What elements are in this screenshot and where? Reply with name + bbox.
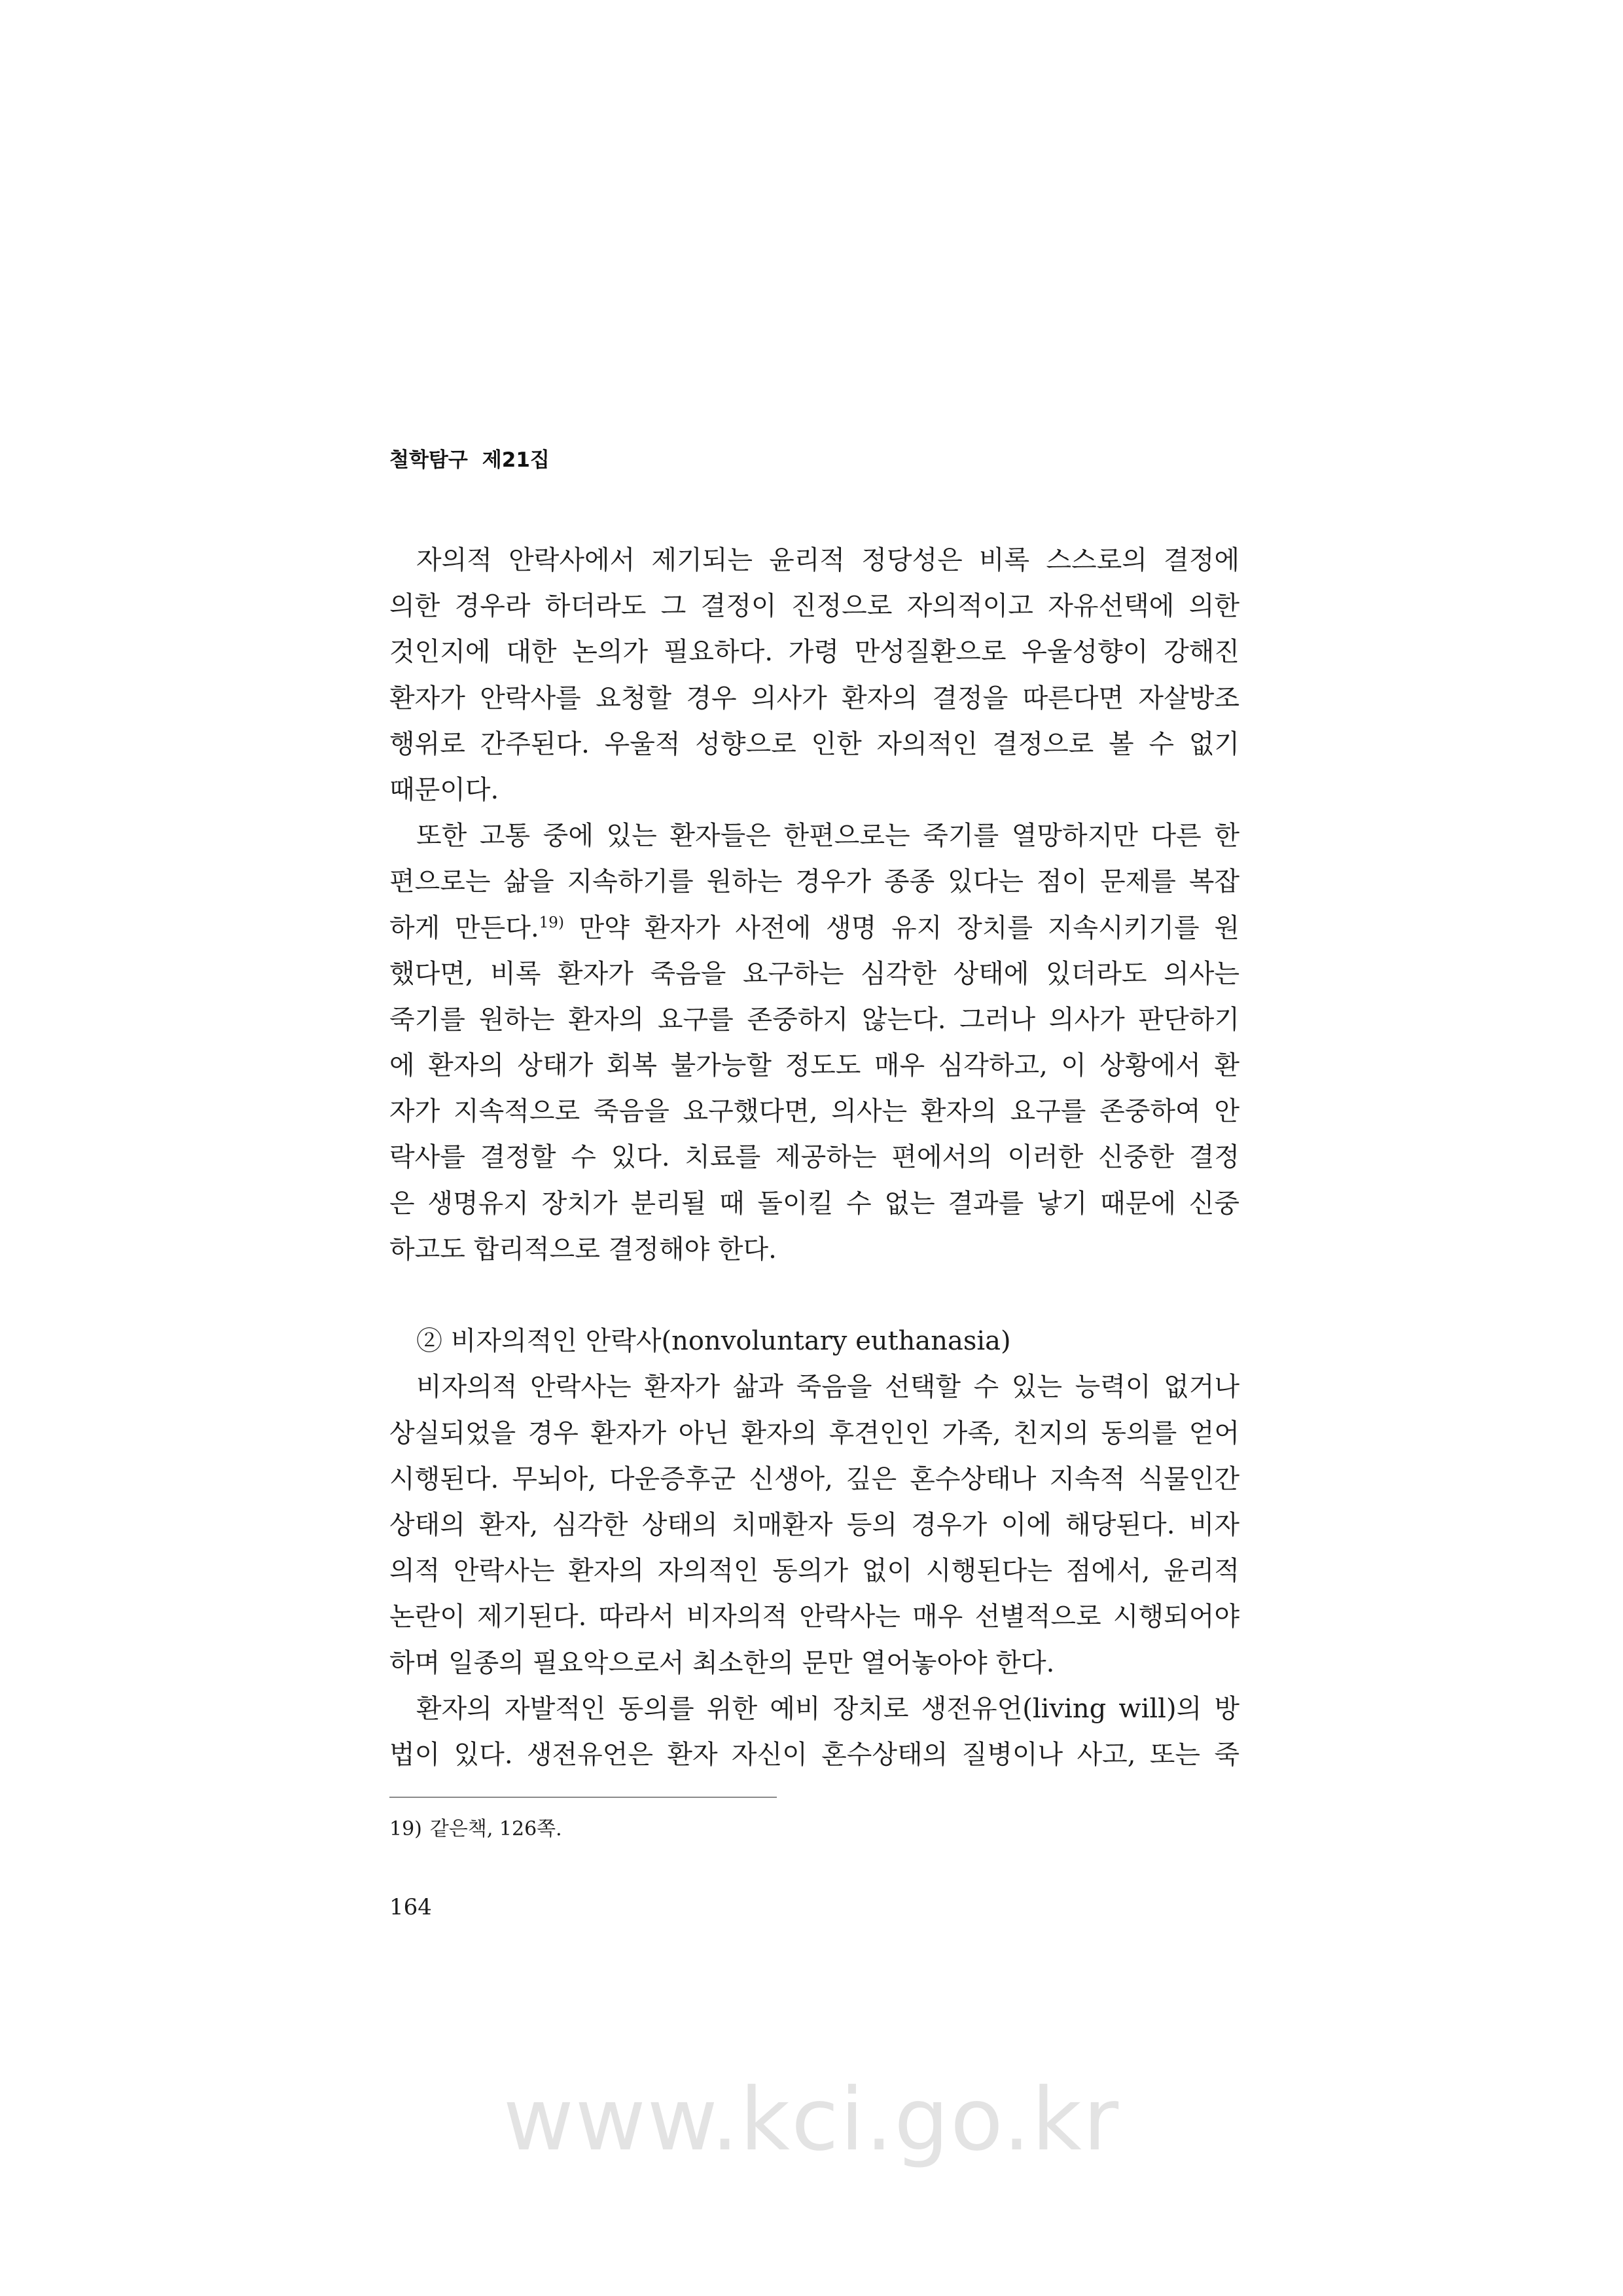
- line-text: 상실되었을 경우 환자가 아닌 환자의 후견인인 가족, 친지의 동의를 얻어: [389, 1418, 1240, 1448]
- paragraph-line: [416, 1686, 1240, 1732]
- paragraph-line: [416, 537, 1240, 583]
- paragraph: [389, 1364, 1240, 1685]
- paragraph-line: [389, 997, 1240, 1043]
- paragraph-line: [389, 1227, 1240, 1272]
- paragraph-line: [389, 767, 1240, 813]
- line-text: 행위로 간주된다. 우울적 성향으로 인한 자의적인 결정으로 볼 수 없기: [389, 728, 1240, 759]
- line-text: 하고도 합리적으로 결정해야 한다.: [389, 1234, 777, 1265]
- paragraph-line: [389, 1502, 1240, 1548]
- footnote-divider: [389, 1797, 777, 1798]
- line-text: 시행된다. 무뇌아, 다운증후군 신생아, 깊은 혼수상태나 지속적 식물인간: [389, 1463, 1240, 1494]
- paragraph-line: [389, 1043, 1240, 1088]
- page-number: 164: [389, 1894, 432, 1920]
- watermark: www.kci.go.kr: [503, 2070, 1120, 2170]
- paragraph-line: [389, 583, 1240, 629]
- paragraph-line: [389, 859, 1240, 905]
- line-text: 상태의 환자, 심각한 상태의 치매환자 등의 경우가 이에 해당된다. 비자: [389, 1509, 1240, 1540]
- journal-title: 철학탐구: [389, 448, 468, 472]
- paragraph-line: [389, 1134, 1240, 1180]
- paragraph-spacer: [389, 1272, 1240, 1318]
- line-text: 죽기를 원하는 환자의 요구를 존중하지 않는다. 그러나 의사가 판단하기: [389, 1004, 1240, 1035]
- footnote-reference: 19): [539, 914, 564, 931]
- body-text: [389, 537, 1240, 1778]
- line-text: 환자가 안락사를 요청할 경우 의사가 환자의 결정을 따른다면 자살방조: [389, 683, 1240, 713]
- line-text: 환자의 자발적인 동의를 위한 예비 장치로 생전유언(living will)의 방: [416, 1693, 1240, 1724]
- line-text-after-ref: 만약 환자가 사전에 생명 유지 장치를 지속시키기를 원: [563, 912, 1240, 943]
- line-text: 비자의적 안락사는 환자가 삶과 죽음을 선택할 수 있는 능력이 없거나: [416, 1372, 1240, 1403]
- paragraph-line: [389, 1456, 1240, 1502]
- paragraph-line: [389, 1594, 1240, 1640]
- paragraph: [389, 537, 1240, 813]
- volume-number: 제21집: [482, 448, 550, 472]
- footnote: [389, 1816, 562, 1842]
- paragraph-line: [416, 1364, 1240, 1410]
- paragraph-line: [389, 951, 1240, 997]
- paragraph-line: [389, 1640, 1240, 1686]
- paragraph-line: [389, 1088, 1240, 1134]
- line-text: 했다면, 비록 환자가 죽음을 요구하는 심각한 상태에 있더라도 의사는: [389, 958, 1240, 989]
- line-text: 또한 고통 중에 있는 환자들은 한편으로는 죽기를 열망하지만 다른 한: [416, 821, 1240, 852]
- line-text: 의한 경우라 하더라도 그 결정이 진정으로 자의적이고 자유선택에 의한: [389, 591, 1240, 622]
- line-text: 락사를 결정할 수 있다. 치료를 제공하는 편에서의 이러한 신중한 결정: [389, 1142, 1240, 1173]
- line-text: 에 환자의 상태가 회복 불가능할 정도도 매우 심각하고, 이 상황에서 환: [389, 1050, 1240, 1081]
- section: [389, 1318, 1240, 1778]
- paragraph: [389, 813, 1240, 1272]
- line-text: 논란이 제기된다. 따라서 비자의적 안락사는 매우 선별적으로 시행되어야: [389, 1602, 1240, 1632]
- paragraph-line: [389, 905, 1240, 951]
- paragraph-line: [389, 1181, 1240, 1227]
- line-text-before-ref: 하게 만든다.: [389, 912, 539, 943]
- line-text: 자가 지속적으로 죽음을 요구했다면, 의사는 환자의 요구를 존중하여 안: [389, 1096, 1240, 1127]
- line-text: 하며 일종의 필요악으로서 최소한의 문만 열어놓아야 한다.: [389, 1647, 1055, 1678]
- paragraph: [389, 1686, 1240, 1778]
- line-text: 때문이다.: [389, 774, 499, 805]
- footnote-label: 19): [389, 1818, 422, 1840]
- line-text: 법이 있다. 생전유언은 환자 자신이 혼수상태의 질병이나 사고, 또는 죽: [389, 1739, 1240, 1770]
- section-heading: [416, 1318, 1240, 1364]
- line-text: 의적 안락사는 환자의 자의적인 동의가 없이 시행된다는 점에서, 윤리적: [389, 1556, 1240, 1587]
- line-text: 은 생명유지 장치가 분리될 때 돌이킬 수 없는 결과를 낳기 때문에 신중: [389, 1188, 1240, 1219]
- paragraph-line: [389, 629, 1240, 675]
- line-text: 자의적 안락사에서 제기되는 윤리적 정당성은 비록 스스로의 결정에: [416, 545, 1240, 575]
- paragraph-line: [389, 721, 1240, 767]
- line-text: 것인지에 대한 논의가 필요하다. 가령 만성질환으로 우울성향이 강해진: [389, 637, 1240, 668]
- running-header: [389, 447, 550, 473]
- paragraph-line: [389, 1732, 1240, 1778]
- section-heading-text: ② 비자의적인 안락사(nonvoluntary euthanasia): [416, 1326, 1011, 1357]
- line-text: [389, 913, 1240, 943]
- paragraph-line: [389, 1410, 1240, 1456]
- line-text: 편으로는 삶을 지속하기를 원하는 경우가 종종 있다는 점이 문제를 복잡: [389, 867, 1240, 897]
- footnote-text: 같은책, 126쪽.: [429, 1818, 562, 1840]
- paragraph-line: [416, 813, 1240, 859]
- paragraph-line: [389, 675, 1240, 721]
- paragraph-line: [389, 1548, 1240, 1594]
